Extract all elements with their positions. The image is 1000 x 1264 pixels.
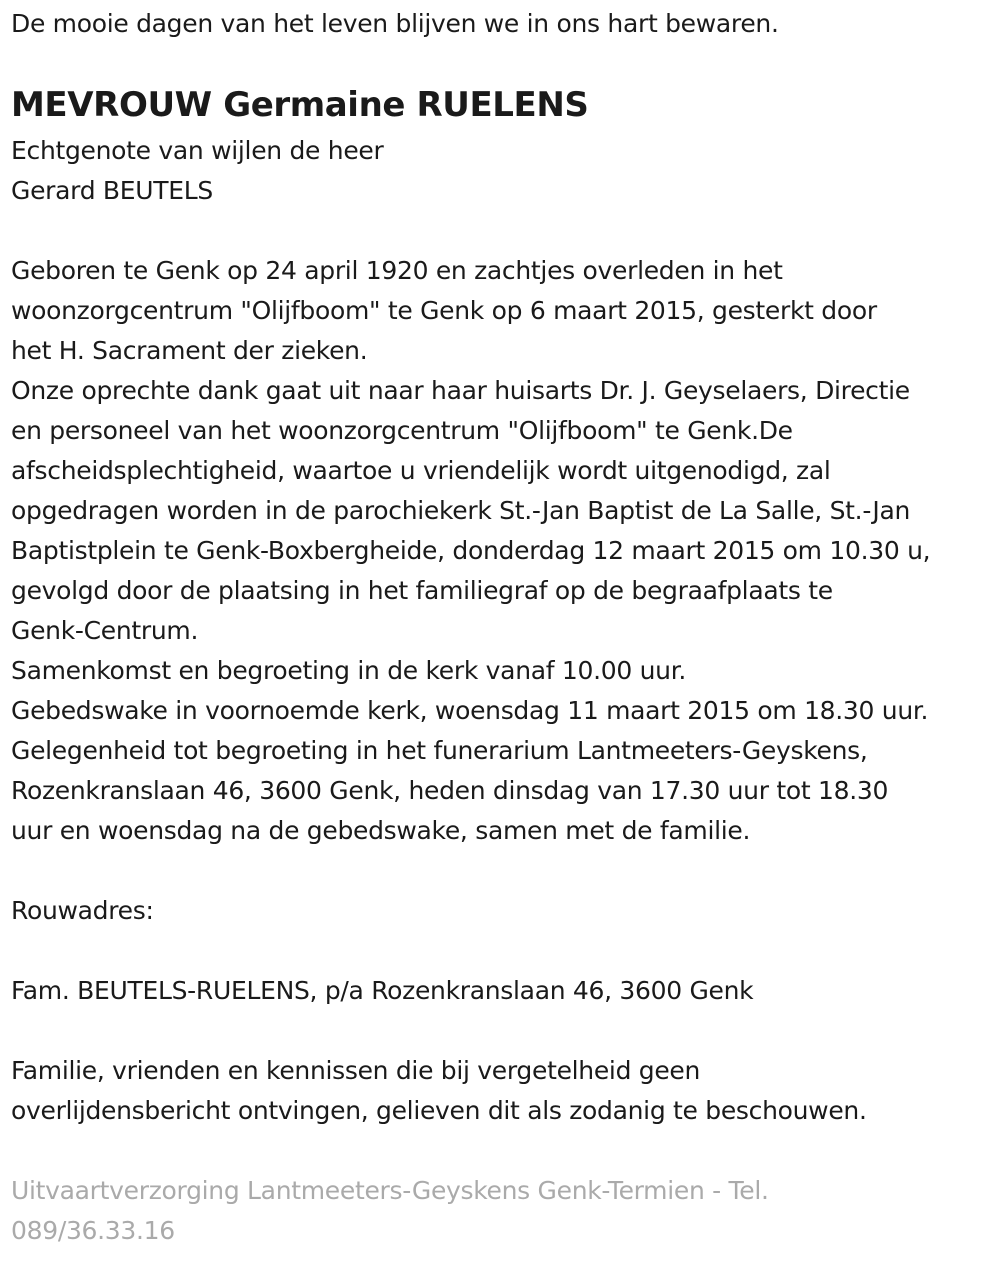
- body-line: afscheidsplechtigheid, waartoe u vriendelijk wordt uitgenodigd, zal: [11, 456, 831, 485]
- closing-note: [11, 1051, 1000, 1131]
- body-line: Rozenkranslaan 46, 3600 Genk, heden dinsdag van 17.30 uur tot 18.30: [11, 776, 889, 805]
- spacer: [11, 1011, 1000, 1051]
- body-line: het H. Sacrament der zieken.: [11, 336, 368, 365]
- body-line: opgedragen worden in de parochiekerk St.-Jan Baptist de La Salle, St.-Jan: [11, 496, 911, 525]
- body-line: Geboren te Genk op 24 april 1920 en zachtjes overleden in het: [11, 256, 783, 285]
- footer-phone: 089/36.33.16: [11, 1216, 175, 1245]
- spouse-block: [11, 131, 1000, 211]
- funeral-director-footer: [11, 1171, 1000, 1251]
- body-line: Gebedswake in voornoemde kerk, woensdag 11 maart 2015 om 18.30 uur.: [11, 696, 929, 725]
- spacer: [11, 851, 1000, 891]
- notice-body: [11, 251, 1000, 851]
- footer-line: Uitvaartverzorging Lantmeeters-Geyskens Genk-Termien - Tel.: [11, 1176, 769, 1205]
- body-line: gevolgd door de plaatsing in het familiegraf op de begraafplaats te: [11, 576, 833, 605]
- body-line: uur en woensdag na de gebedswake, samen met de familie.: [11, 816, 751, 845]
- spouse-line: Echtgenote van wijlen de heer: [11, 136, 384, 165]
- body-line: Onze oprechte dank gaat uit naar haar huisarts Dr. J. Geyselaers, Directie: [11, 376, 910, 405]
- body-line: Samenkomst en begroeting in de kerk vanaf 10.00 uur.: [11, 656, 687, 685]
- closing-line: overlijdensbericht ontvingen, gelieven dit als zodanig te beschouwen.: [11, 1096, 867, 1125]
- motto: De mooie dagen van het leven blijven we in ons hart bewaren.: [11, 9, 779, 38]
- rouwadres-label: Rouwadres:: [11, 896, 154, 925]
- body-line: woonzorgcentrum "Olijfboom" te Genk op 6 maart 2015, gesterkt door: [11, 296, 877, 325]
- deceased-name: MEVROUW Germaine RUELENS: [11, 85, 589, 125]
- spouse-line: Gerard BEUTELS: [11, 176, 213, 205]
- rouwadres-address: Fam. BEUTELS-RUELENS, p/a Rozenkranslaan 46, 3600 Genk: [11, 976, 754, 1005]
- closing-line: Familie, vrienden en kennissen die bij vergetelheid geen: [11, 1056, 701, 1085]
- spacer: [11, 931, 1000, 971]
- body-line: en personeel van het woonzorgcentrum "Olijfboom" te Genk.De: [11, 416, 793, 445]
- spacer: [11, 211, 1000, 251]
- body-line: Gelegenheid tot begroeting in het funerarium Lantmeeters-Geyskens,: [11, 736, 868, 765]
- body-line: Baptistplein te Genk-Boxbergheide, donderdag 12 maart 2015 om 10.30 u,: [11, 536, 931, 565]
- spacer: [11, 1131, 1000, 1171]
- body-line: Genk-Centrum.: [11, 616, 199, 645]
